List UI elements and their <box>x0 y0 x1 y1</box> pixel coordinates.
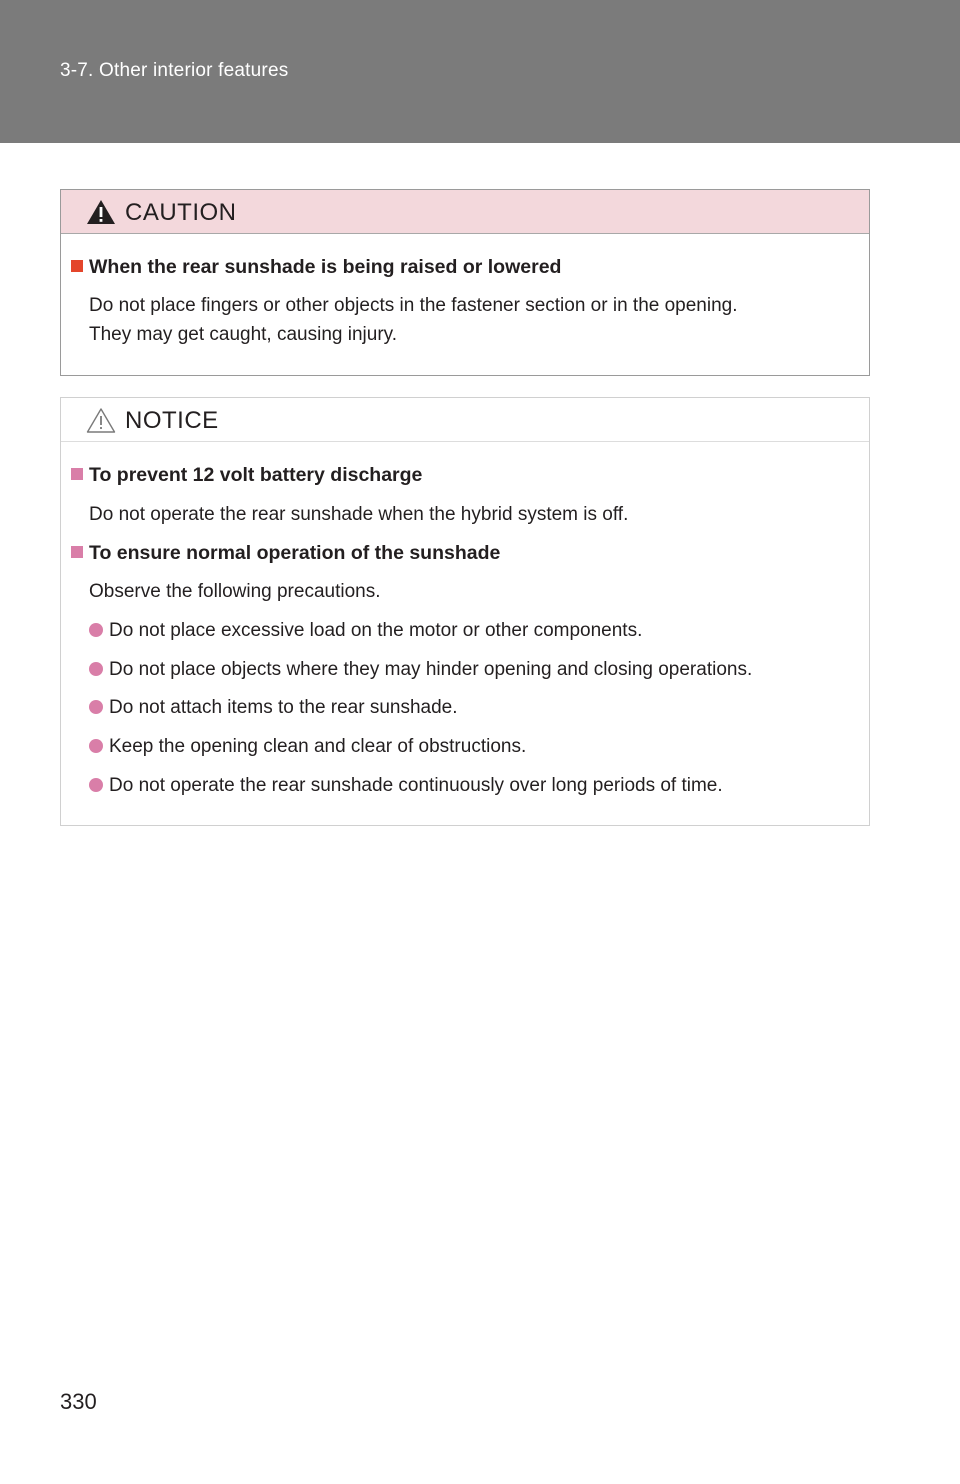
section-marker-icon <box>71 546 83 558</box>
section-marker-icon <box>71 468 83 480</box>
bullet-dot-icon <box>89 623 103 637</box>
caution-section-title: When the rear sunshade is being raised or lowered <box>71 256 561 279</box>
page-number: 330 <box>60 1389 97 1414</box>
bullet-dot-icon <box>89 700 103 714</box>
section-marker-icon <box>71 260 83 272</box>
page-header <box>0 0 960 143</box>
caution-text-line: Do not place fingers or other objects in the fastener section or in the opening. <box>89 295 738 316</box>
notice-text: Observe the following precautions. <box>89 581 381 602</box>
notice-label: NOTICE <box>125 407 219 434</box>
notice-text: Do not operate the rear sunshade when the hybrid system is off. <box>89 504 629 525</box>
caution-header <box>61 190 869 234</box>
list-item: Do not place excessive load on the motor or other components. <box>89 620 642 642</box>
bullet-dot-icon <box>89 778 103 792</box>
notice-section-title: To ensure normal operation of the sunshade <box>71 542 500 565</box>
list-item: Do not attach items to the rear sunshade. <box>89 697 458 719</box>
chapter-title: 3-7. Other interior features <box>60 60 289 81</box>
list-item: Do not place objects where they may hinder opening and closing operations. <box>89 659 752 681</box>
notice-header <box>61 398 869 442</box>
bullet-dot-icon <box>89 662 103 676</box>
notice-section-title: To prevent 12 volt battery discharge <box>71 464 422 487</box>
warning-icon <box>85 198 117 226</box>
notice-box <box>60 397 870 826</box>
list-item: Do not operate the rear sunshade continuously over long periods of time. <box>89 775 723 797</box>
list-item: Keep the opening clean and clear of obstructions. <box>89 736 526 758</box>
caution-text-line: They may get caught, causing injury. <box>89 324 398 345</box>
bullet-dot-icon <box>89 739 103 753</box>
caution-label: CAUTION <box>125 199 237 226</box>
warning-outline-icon <box>85 406 117 434</box>
caution-box <box>60 189 870 376</box>
